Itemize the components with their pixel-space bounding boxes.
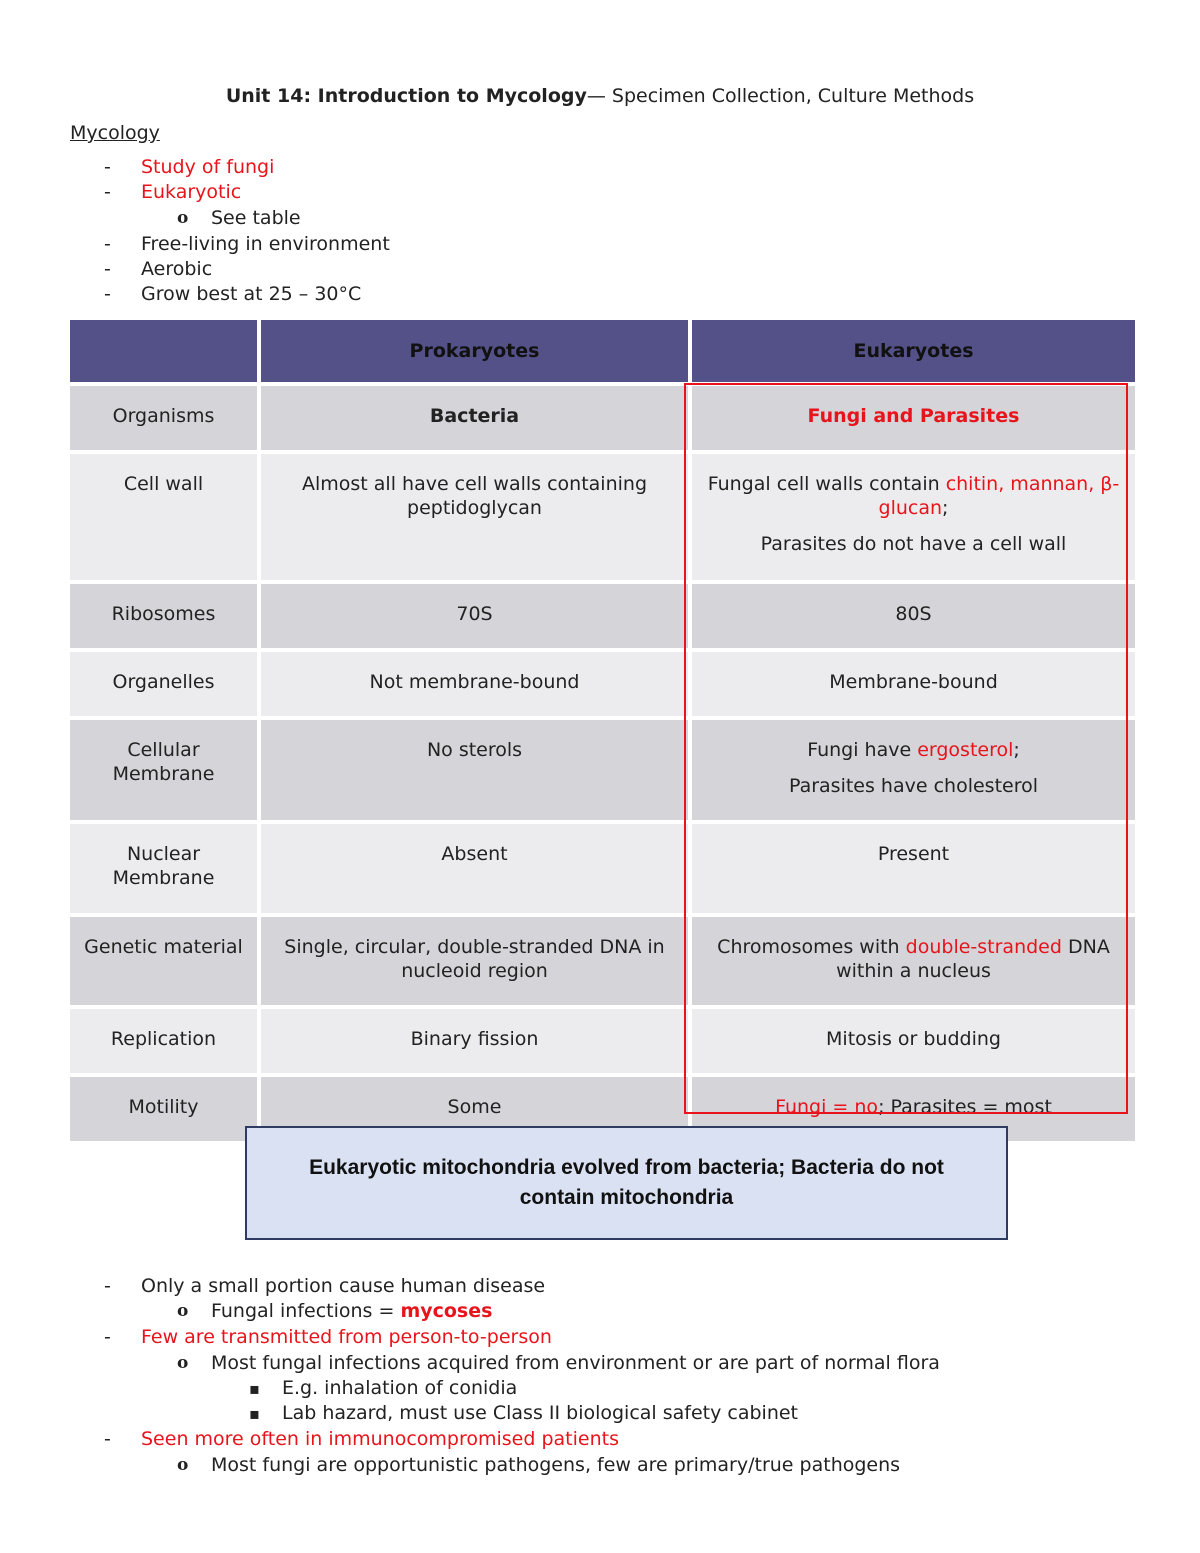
row-label: Nuclear Membrane bbox=[70, 824, 257, 913]
eukaryote-cell: Mitosis or budding bbox=[692, 1009, 1135, 1073]
dash-bullet: - bbox=[104, 1275, 111, 1297]
prokaryote-cell: Bacteria bbox=[261, 386, 688, 450]
dash-bullet: - bbox=[104, 156, 111, 178]
dash-bullet: - bbox=[104, 1428, 111, 1450]
row-label: Motility bbox=[70, 1077, 257, 1141]
square-bullet-icon: ▪ bbox=[249, 1379, 260, 1398]
circle-bullet-icon: o bbox=[177, 1455, 189, 1475]
row-label: Organisms bbox=[70, 386, 257, 450]
cell-highlight: double-stranded bbox=[905, 936, 1062, 958]
callout-box: Eukaryotic mitochondria evolved from bacteria; Bacteria do not contain mitochondria bbox=[245, 1126, 1008, 1240]
dash-bullet: - bbox=[104, 233, 111, 255]
cell-text: Parasites have cholesterol bbox=[788, 775, 1039, 797]
list-text: Most fungi are opportunistic pathogens, few are primary/true pathogens bbox=[211, 1454, 901, 1476]
table-row bbox=[70, 652, 1135, 716]
table-header-row bbox=[70, 320, 1135, 382]
prokaryote-cell: Single, circular, double-stranded DNA in nucleoid region bbox=[261, 917, 688, 1005]
eukaryote-cell: Fungi and Parasites bbox=[692, 386, 1135, 450]
list-text: Free-living in environment bbox=[141, 233, 390, 255]
list-text-prefix: Fungal infections = bbox=[211, 1300, 401, 1322]
list-text bbox=[211, 1299, 492, 1324]
list-text: Aerobic bbox=[141, 258, 213, 280]
comparison-table bbox=[66, 316, 1139, 1145]
prokaryote-cell: Not membrane-bound bbox=[261, 652, 688, 716]
list-text: Few are transmitted from person-to-person bbox=[141, 1326, 552, 1348]
circle-bullet-icon: o bbox=[177, 1301, 189, 1321]
eukaryote-cell bbox=[692, 720, 1135, 820]
prokaryote-cell: Binary fission bbox=[261, 1009, 688, 1073]
row-label: Replication bbox=[70, 1009, 257, 1073]
cell-text: Fungi have bbox=[807, 739, 918, 761]
table-header-empty bbox=[70, 320, 257, 382]
table-row bbox=[70, 454, 1135, 580]
row-label: Cellular Membrane bbox=[70, 720, 257, 820]
list-text: Only a small portion cause human disease bbox=[141, 1275, 546, 1297]
cell-text: Fungal cell walls contain bbox=[707, 473, 946, 495]
list-text: Most fungal infections acquired from environment or are part of normal flora bbox=[211, 1352, 940, 1374]
row-label: Organelles bbox=[70, 652, 257, 716]
square-bullet-icon: ▪ bbox=[249, 1404, 260, 1423]
table-row bbox=[70, 386, 1135, 450]
cell-text: Chromosomes with bbox=[717, 936, 906, 958]
cell-text: DNA within a nucleus bbox=[836, 936, 1110, 982]
table-row bbox=[70, 1009, 1135, 1073]
table-row bbox=[70, 917, 1135, 1005]
table-header-prokaryotes: Prokaryotes bbox=[261, 320, 688, 382]
cell-highlight: Fungi = no bbox=[775, 1096, 879, 1118]
cell-highlight: ergosterol bbox=[917, 739, 1014, 761]
table-row bbox=[70, 824, 1135, 913]
row-label: Genetic material bbox=[70, 917, 257, 1005]
table-row bbox=[70, 584, 1135, 648]
eukaryote-cell: 80S bbox=[692, 584, 1135, 648]
title-subtitle: — Specimen Collection, Culture Methods bbox=[586, 85, 975, 107]
prokaryote-cell: Almost all have cell walls containing peptidoglycan bbox=[261, 454, 688, 580]
cell-text: ; bbox=[942, 497, 949, 519]
eukaryote-cell: Present bbox=[692, 824, 1135, 913]
cell-text: ; bbox=[1013, 739, 1020, 761]
prokaryote-cell: Absent bbox=[261, 824, 688, 913]
list-text: Seen more often in immunocompromised patients bbox=[141, 1428, 619, 1450]
eukaryote-cell: Membrane-bound bbox=[692, 652, 1135, 716]
circle-bullet-icon: o bbox=[177, 208, 189, 228]
list-text: Lab hazard, must use Class II biological safety cabinet bbox=[282, 1402, 799, 1424]
list-text: Study of fungi bbox=[141, 156, 275, 178]
list-text: Eukaryotic bbox=[141, 181, 242, 203]
cell-highlight: chitin, mannan, β-glucan bbox=[878, 473, 1120, 519]
table-header-eukaryotes: Eukaryotes bbox=[692, 320, 1135, 382]
eukaryote-cell bbox=[692, 454, 1135, 580]
list-text: E.g. inhalation of conidia bbox=[282, 1377, 518, 1399]
dash-bullet: - bbox=[104, 258, 111, 280]
prokaryote-cell: Some bbox=[261, 1077, 688, 1141]
dash-bullet: - bbox=[104, 283, 111, 305]
cell-text: Parasites do not have a cell wall bbox=[760, 533, 1067, 555]
prokaryote-cell: No sterols bbox=[261, 720, 688, 820]
row-label: Ribosomes bbox=[70, 584, 257, 648]
dash-bullet: - bbox=[104, 1326, 111, 1348]
prokaryote-cell: 70S bbox=[261, 584, 688, 648]
table-row bbox=[70, 720, 1135, 820]
list-text: Grow best at 25 – 30°C bbox=[141, 283, 362, 305]
page-title bbox=[0, 83, 1200, 109]
row-label: Cell wall bbox=[70, 454, 257, 580]
list-text: See table bbox=[211, 207, 301, 229]
title-bold: Unit 14: Introduction to Mycology bbox=[225, 85, 587, 107]
list-text-keyword: mycoses bbox=[400, 1300, 493, 1322]
eukaryote-cell bbox=[692, 917, 1135, 1005]
circle-bullet-icon: o bbox=[177, 1353, 189, 1373]
dash-bullet: - bbox=[104, 181, 111, 203]
section-heading: Mycology bbox=[70, 122, 160, 144]
cell-text: ; Parasites = most bbox=[878, 1096, 1052, 1118]
